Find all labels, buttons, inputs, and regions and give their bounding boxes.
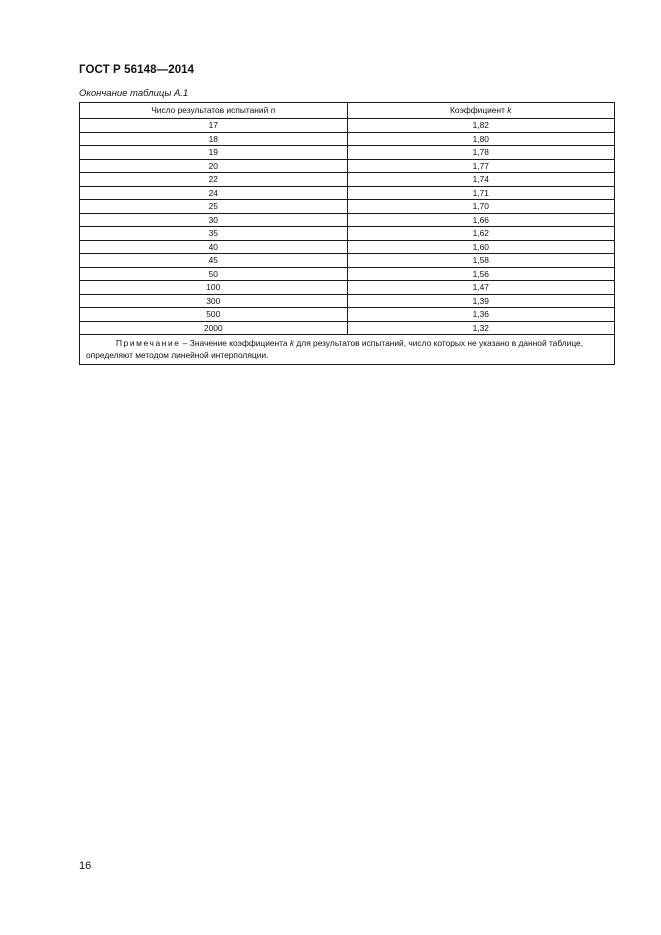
column-header-coefficient bbox=[347, 103, 615, 119]
table-row bbox=[80, 173, 615, 187]
cell-coefficient: 1,77 bbox=[347, 159, 615, 173]
cell-coefficient: 1,70 bbox=[347, 200, 615, 214]
table-row bbox=[80, 119, 615, 133]
table-row bbox=[80, 200, 615, 214]
page-number: 16 bbox=[79, 860, 92, 872]
cell-coefficient: 1,66 bbox=[347, 213, 615, 227]
table-note bbox=[80, 335, 615, 365]
table-row bbox=[80, 186, 615, 200]
cell-test-count: 22 bbox=[80, 173, 348, 187]
note-variable: k bbox=[289, 338, 295, 348]
cell-coefficient: 1,47 bbox=[347, 281, 615, 295]
table-row bbox=[80, 267, 615, 281]
cell-test-count: 500 bbox=[80, 308, 348, 322]
cell-test-count: 45 bbox=[80, 254, 348, 268]
cell-coefficient: 1,62 bbox=[347, 227, 615, 241]
cell-test-count: 19 bbox=[80, 146, 348, 160]
table-row bbox=[80, 227, 615, 241]
cell-coefficient: 1,60 bbox=[347, 240, 615, 254]
cell-coefficient: 1,39 bbox=[347, 294, 615, 308]
cell-test-count: 2000 bbox=[80, 321, 348, 335]
table-row bbox=[80, 281, 615, 295]
note-text-end: для результатов испытаний, число которых не указано в данной таблице, определяют методом линейной интерполяции. bbox=[86, 338, 584, 360]
cell-coefficient: 1,74 bbox=[347, 173, 615, 187]
note-dash: – bbox=[180, 338, 190, 348]
table-row bbox=[80, 213, 615, 227]
cell-coefficient: 1,36 bbox=[347, 308, 615, 322]
table-row bbox=[80, 254, 615, 268]
cell-test-count: 18 bbox=[80, 132, 348, 146]
cell-test-count: 300 bbox=[80, 294, 348, 308]
table-row bbox=[80, 159, 615, 173]
table-caption: Окончание таблицы А.1 bbox=[79, 88, 189, 99]
note-text-start: Значение коэффициента bbox=[189, 338, 290, 348]
cell-test-count: 20 bbox=[80, 159, 348, 173]
column-header-variable: k bbox=[507, 105, 512, 115]
table-row bbox=[80, 132, 615, 146]
table-row bbox=[80, 146, 615, 160]
column-header-label: Число результатов испытаний bbox=[151, 105, 269, 115]
cell-test-count: 50 bbox=[80, 267, 348, 281]
cell-coefficient: 1,80 bbox=[347, 132, 615, 146]
column-header-test-count bbox=[80, 103, 348, 119]
table-row bbox=[80, 308, 615, 322]
cell-test-count: 25 bbox=[80, 200, 348, 214]
cell-test-count: 30 bbox=[80, 213, 348, 227]
table-body bbox=[80, 119, 615, 335]
table-row bbox=[80, 240, 615, 254]
table-note-row bbox=[80, 335, 615, 365]
cell-test-count: 40 bbox=[80, 240, 348, 254]
column-header-label: Коэффициент bbox=[450, 105, 505, 115]
note-lead: Примечание bbox=[116, 338, 181, 348]
cell-test-count: 35 bbox=[80, 227, 348, 241]
cell-test-count: 17 bbox=[80, 119, 348, 133]
cell-coefficient: 1,58 bbox=[347, 254, 615, 268]
table-row bbox=[80, 294, 615, 308]
table-row bbox=[80, 321, 615, 335]
cell-coefficient: 1,71 bbox=[347, 186, 615, 200]
cell-test-count: 24 bbox=[80, 186, 348, 200]
cell-test-count: 100 bbox=[80, 281, 348, 295]
cell-coefficient: 1,56 bbox=[347, 267, 615, 281]
cell-coefficient: 1,82 bbox=[347, 119, 615, 133]
cell-coefficient: 1,32 bbox=[347, 321, 615, 335]
column-header-variable: n bbox=[270, 105, 276, 115]
document-code: ГОСТ Р 56148—2014 bbox=[79, 64, 195, 76]
cell-coefficient: 1,78 bbox=[347, 146, 615, 160]
coefficient-table bbox=[79, 102, 615, 365]
table-header-row bbox=[80, 103, 615, 119]
